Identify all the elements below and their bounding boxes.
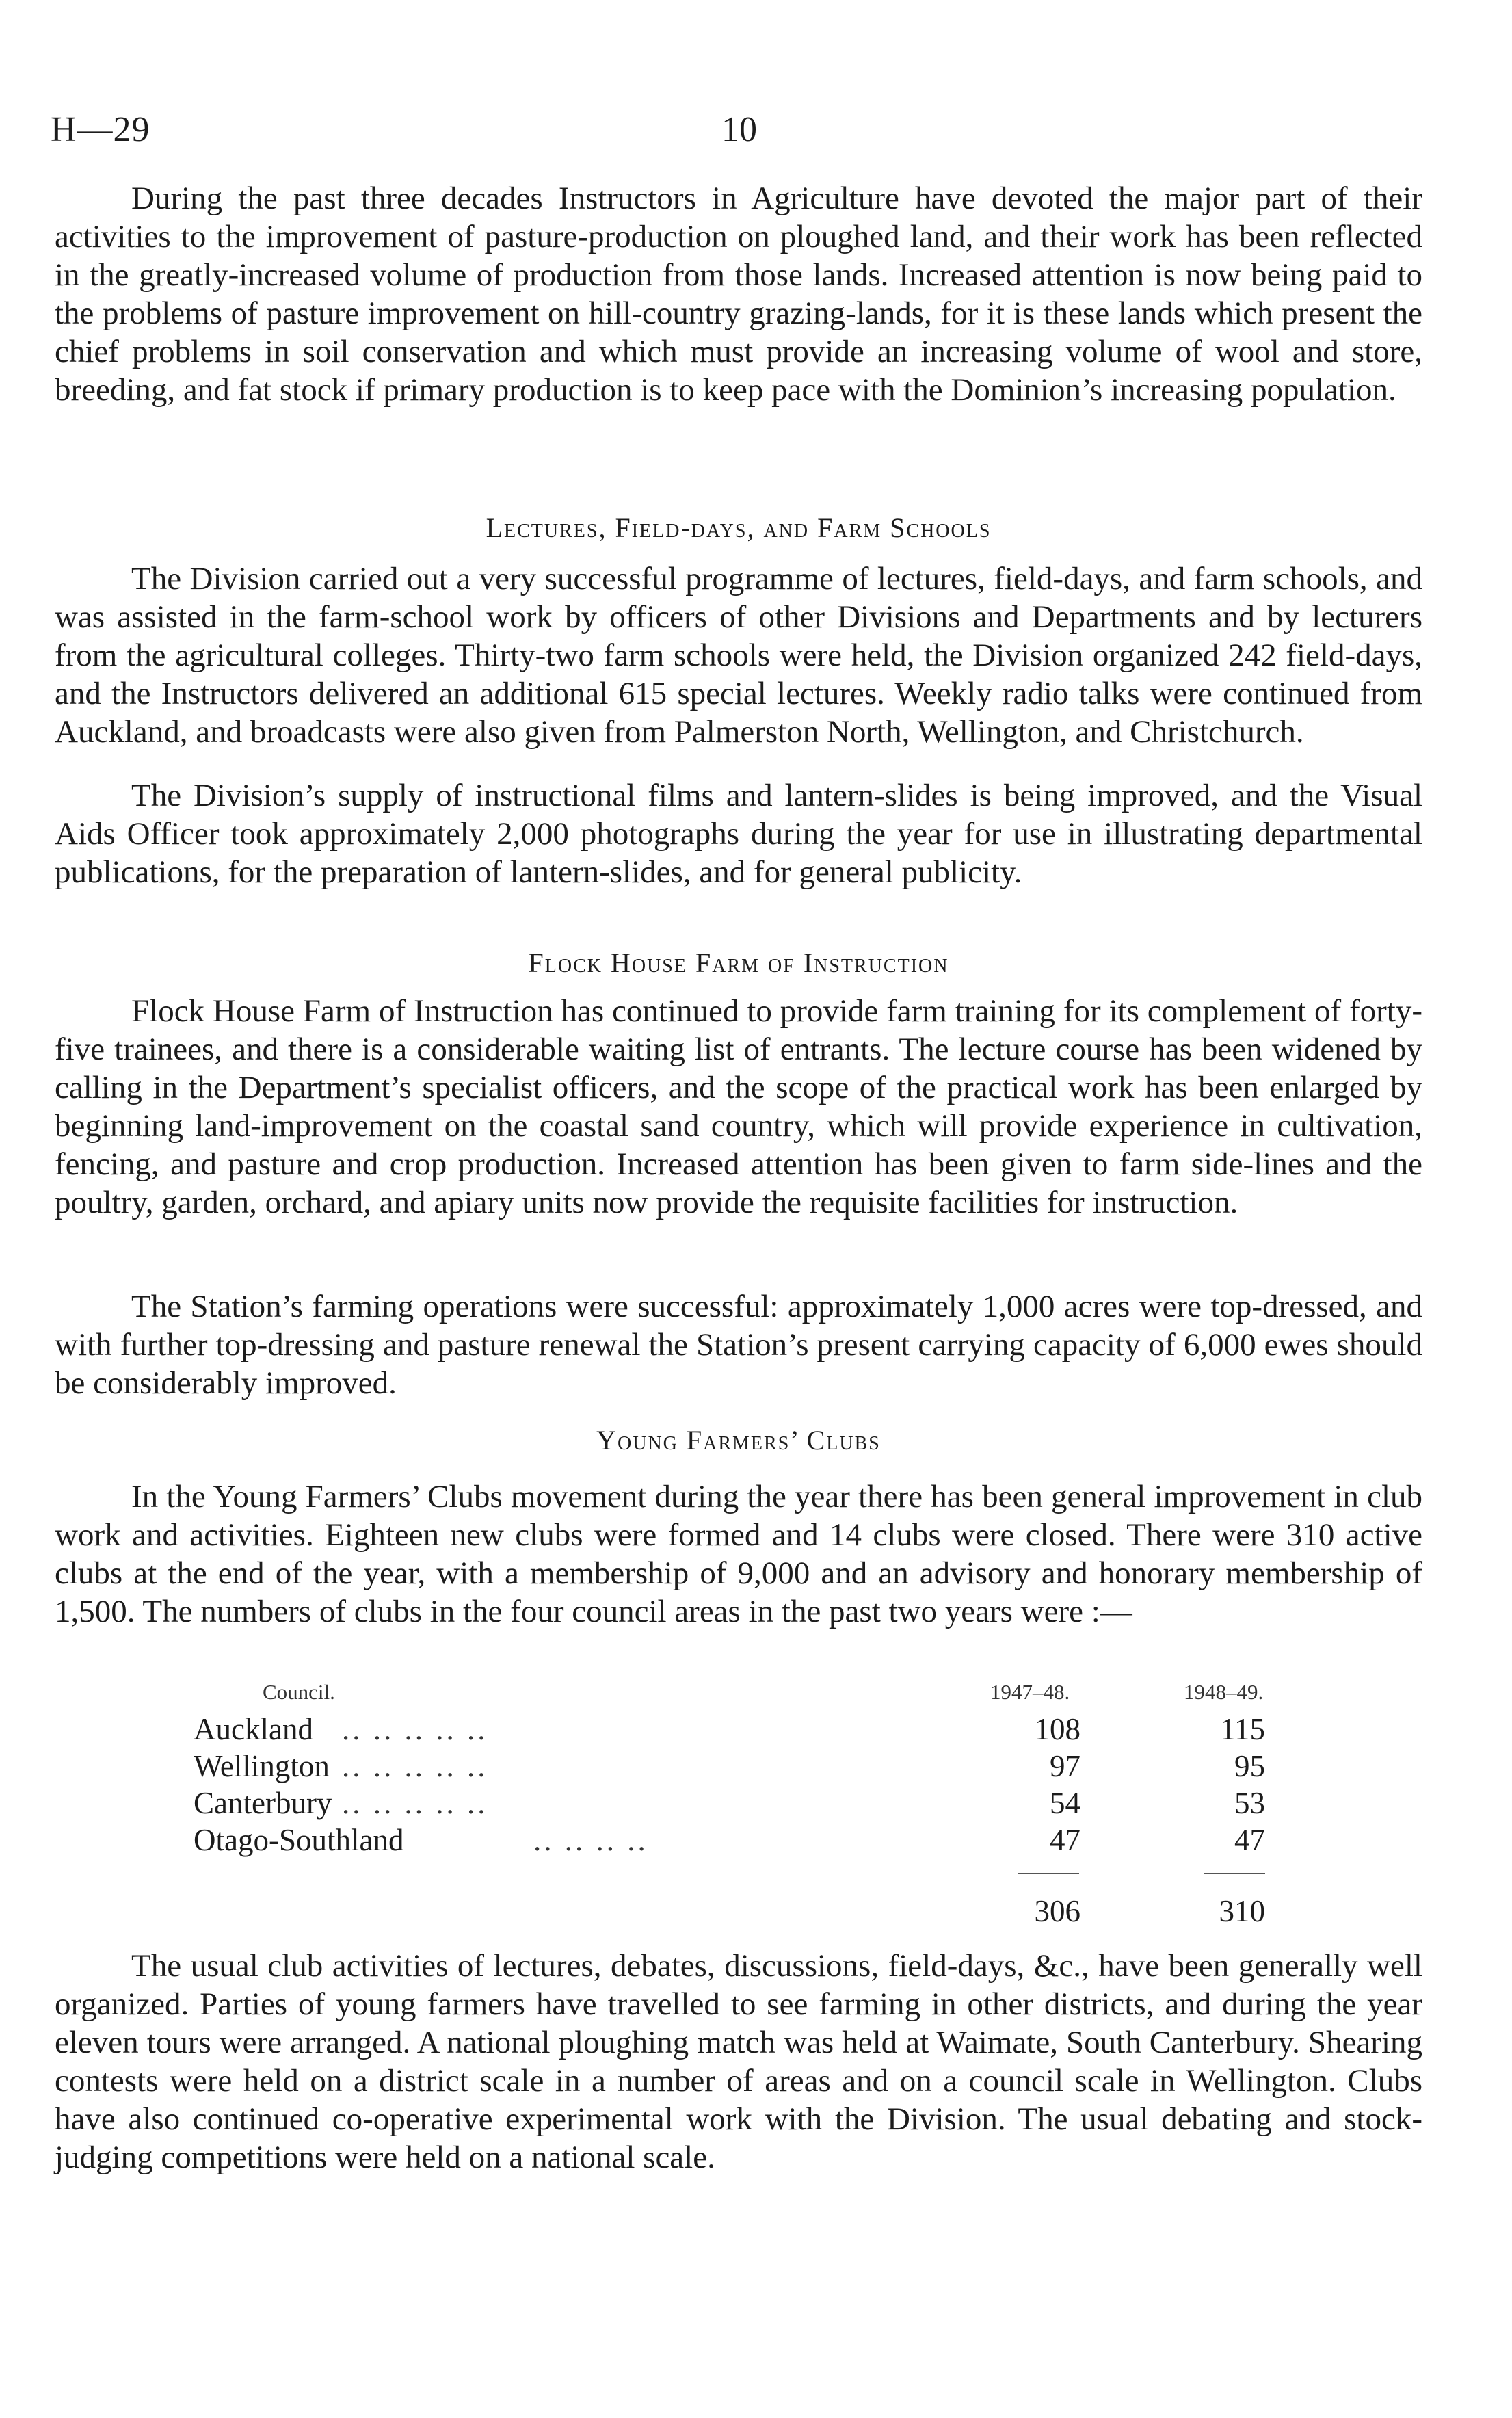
value-year-2: 53 [1234,1786,1265,1820]
table-row [0,1785,1512,1824]
table-row [0,1748,1512,1787]
leader-dots: .. .. .. .. [533,1823,648,1857]
total-year-2: 310 [1219,1894,1265,1928]
table-totals-row [0,1893,1512,1932]
flock-house-section-2 [55,1287,1422,1402]
lectures-heading: Lectures, Field-days, and Farm Schools [486,512,992,543]
total-year-1: 306 [1034,1894,1080,1928]
lectures-paragraph-1: The Division carried out a very successful programme of lectures, field-days, and farm schools, and was assisted in the farm-school work by officers of other Divisions and Departments and by lecturers from the agricultural colleges. Thirty-two farm schools were held, the Division organized 242 field-days, and the Instructors delivered an additional 615 special lectures. Weekly radio talks were continued from Auckland, and broadcasts were also given from Palmerston North, Wellington, and Christchurch. [55,561,1422,750]
flock-house-paragraph-1: Flock House Farm of Instruction has continued to provide farm training for its complement of forty-five trainees, and there is a considerable waiting list of entrants. The lecture course has been widened by calling in the Department’s specialist officers, and the scope of the practical work has been enlarged by beginning land-improvement on the coastal sand country, which will provide experience in cultivation, fencing, and pasture and crop production. Increased attention has been given to farm side-lines and the poultry, garden, orchard, and apiary units now provide the requisite facilities for instruction. [55,993,1422,1220]
lectures-section-2 [55,776,1422,891]
lectures-paragraph-2: The Division’s supply of instructional films and lantern-slides is being improved, and the Visual Aids Officer took approximately 2,000 photographs during the year for use in illustrating departmental publications, for the preparation of lantern-slides, and for general publicity. [55,778,1422,890]
page-number: 10 [721,110,757,149]
value-year-1: 108 [1034,1712,1080,1746]
flock-house-section [55,992,1422,1222]
total-rule-year-1 [1018,1873,1079,1874]
intro-section [55,179,1422,409]
young-farmers-paragraph: In the Young Farmers’ Clubs movement during the year there has been general improvement in club work and activities. Eighteen new clubs were formed and 14 clubs were closed. There were 310 active clubs at the end of the year, with a membership of 9,000 and an advisory and honorary membership of 1,500. The numbers of clubs in the four council areas in the past two years were :— [55,1479,1422,1629]
value-year-1: 47 [1050,1823,1080,1857]
table-row [0,1822,1512,1861]
council-name: Canterbury [194,1786,332,1820]
total-rule-year-2 [1204,1873,1265,1874]
leader-dots: .. .. .. .. .. [342,1712,488,1746]
running-head: H—29 [51,110,150,149]
council-name: Wellington [194,1749,330,1783]
leader-dots: .. .. .. .. .. [342,1786,488,1820]
flock-house-heading: Flock House Farm of Instruction [528,947,949,978]
value-year-1: 97 [1050,1749,1080,1783]
lectures-section [55,560,1422,751]
value-year-2: 47 [1234,1823,1265,1857]
value-year-1: 54 [1050,1786,1080,1820]
flock-house-paragraph-2: The Station’s farming operations were successful: approximately 1,000 acres were top-dressed, and with further top-dressing and pasture renewal the Station’s present carrying capacity of 6,000 ewes should be considerably improved. [55,1289,1422,1401]
young-farmers-section [55,1477,1422,1631]
council-name: Auckland [194,1712,313,1746]
table-header-council: Council. [263,1680,335,1704]
table-header-year-1: 1947–48. [990,1680,1070,1704]
leader-dots: .. .. .. .. .. [342,1749,488,1783]
table-header-year-2: 1948–49. [1184,1680,1264,1704]
value-year-2: 95 [1234,1749,1265,1783]
value-year-2: 115 [1220,1712,1265,1746]
young-farmers-closing-paragraph: The usual club activities of lectures, debates, discussions, field-days, &c., have been generally well organized. Parties of young farmers have travelled to see farming in other districts, and during the year eleven tours were arranged. A national ploughing match was held at Waimate, South Canterbury. Shearing contests were held on a district scale in a number of areas and on a council scale in Wellington. Clubs have also continued co-operative experimental work with the Division. The usual debating and stock-judging competitions were held on a national scale. [55,1948,1422,2175]
young-farmers-heading: Young Farmers’ Clubs [596,1425,881,1456]
council-name: Otago-Southland [194,1823,404,1857]
intro-paragraph: During the past three decades Instructors in Agriculture have devoted the major part of their activities to the improvement of pasture-production on ploughed land, and their work has been reflected in the greatly-increased volume of production from those lands. Increased attention is now being paid to the problems of pasture improvement on hill-country grazing-lands, for it is these lands which present the chief problems in soil conservation and which must provide an increasing volume of wool and store, breeding, and fat stock if primary production is to keep pace with the Dominion’s increasing population. [55,181,1422,408]
young-farmers-closing-section [55,1947,1422,2177]
table-row [0,1711,1512,1750]
